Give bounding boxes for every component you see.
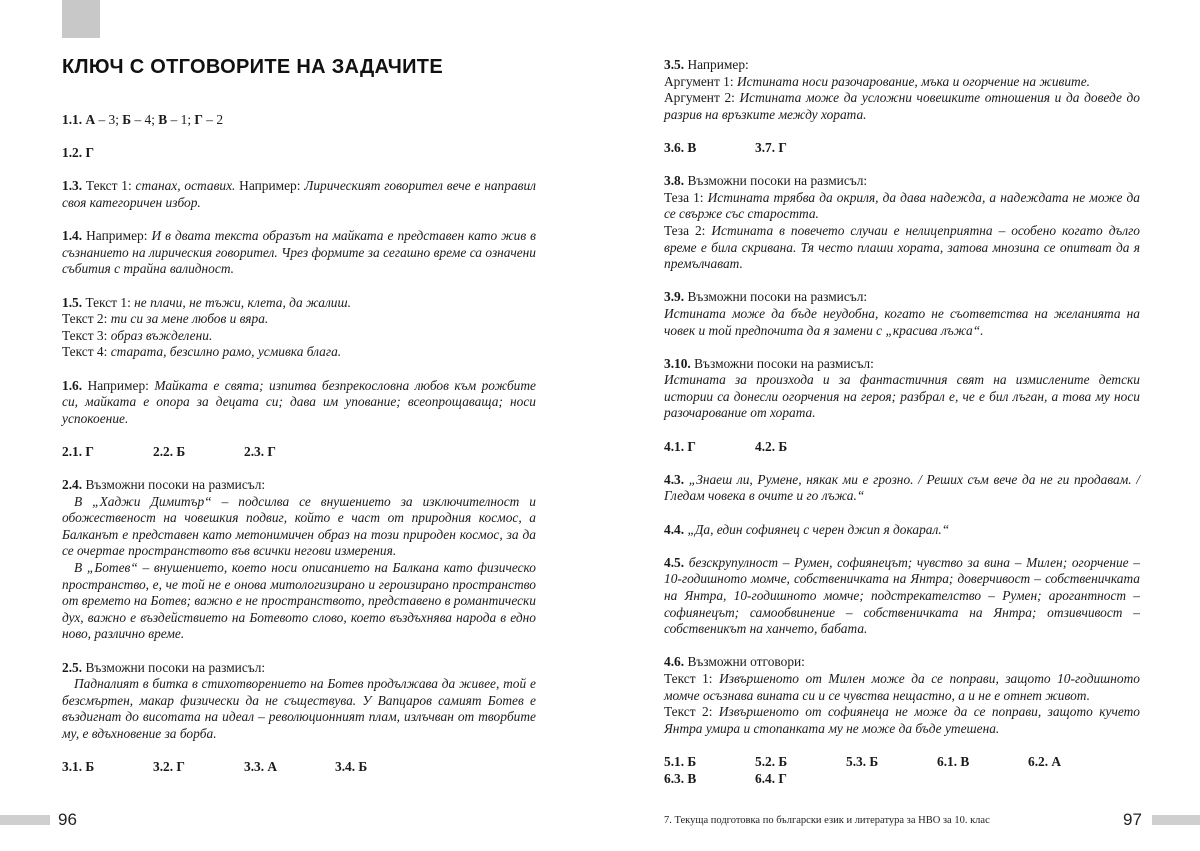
answers-row-5: 5.1. Б 5.2. Б 5.3. Б 6.1. В 6.2. А 6.3. В 6.4. Г <box>664 753 1062 786</box>
answer-4-6: 4.6. Възможни отговори: Текст 1: Извършеното от Милен може да се поправи, защото 10-годишното момче осъзнава вината си и се чувства нещастно, а и не е отнет живот. Текст 2: Извършеното от софиянеца не може да се поправи, защото кучето Янтра умира и стопанката му не може да бъде утешена. <box>664 654 1140 736</box>
footer-bar-left <box>0 815 50 825</box>
answer-3-9: 3.9. Възможни посоки на размисъл: Истината може да бъде неудобна, когато не съответства на желанията на човек и той предпочита да я замени с „красива лъжа“. <box>664 289 1140 338</box>
corner-marker <box>62 0 100 38</box>
answers-row-4: 4.1. Г 4.2. Б <box>664 438 788 454</box>
footer-bar-right <box>1152 815 1200 825</box>
answer-1-2: 1.2. Г <box>62 145 94 161</box>
answer-3-10: 3.10. Възможни посоки на размисъл: Истината за произхода и за фантастичния свят на измислените детски истории са донесли огорчения на героя; разбрал е, че е бил лъган, а това му носи разочарование от хората. <box>664 355 1140 421</box>
answer-4-3: 4.3. „Знаеш ли, Румене, някак ми е грозно. / Реших съм вече да не ги продавам. / Гледам човека в очите и го лъжа.“ <box>664 471 1140 504</box>
page-title: КЛЮЧ С ОТГОВОРИТЕ НА ЗАДАЧИТЕ <box>62 56 443 78</box>
page-number-right: 97 <box>1123 810 1142 829</box>
answer-2-5: 2.5. Възможни посоки на размисъл: Падналият в битка в стихотворението на Ботев продължава да живее, той е безсмъртен, макар физически да не съществува. У Вапцаров самият Ботев е въздигнат до висотата на идеал – революционният плам, излъчван от творбите му, е вдъхновение за борба. <box>62 659 536 741</box>
page-number-left: 96 <box>58 810 77 829</box>
right-column <box>664 57 1140 804</box>
answer-1-5: 1.5. Текст 1: не плачи, не тъжи, клета, да жалиш. Текст 2: ти си за мене любов и вяра. Текст 3: образ въжделени. Текст 4: старата, безсилно рамо, усмивка блага. <box>62 294 351 360</box>
answers-row-3: 3.1. Б 3.2. Г 3.3. А 3.4. Б <box>62 759 368 775</box>
answers-row-2: 2.1. Г 2.2. Б 2.3. Г <box>62 443 276 459</box>
footer-caption: 7. Текуща подготовка по български език и литература за НВО за 10. клас <box>664 815 990 826</box>
answer-4-5: 4.5. безскрупулност – Румен, софиянецът; чувство за вина – Милен; огорчение – 10-годишното момче, собственичката на Янтра; доверчивост – собственичката на Янтра, 10-годишното момче; подстрекателство – Румен; арогантност – софиянецът; самообвинение – собственичката на Янтра; отзивчивост – собственикът на ханчето, бабата. <box>664 554 1140 637</box>
answer-3-8: 3.8. Възможни посоки на размисъл: Теза 1: Истината трябва да окриля, да дава надежда, а надеждата не може да се свърже със старостта. Теза 2: Истината в повечето случаи е нелицеприятна – особено когато дълго време е била скривана. Тя често плаши хората, затова мнозина се опитват да я премълчават. <box>664 173 1141 272</box>
answer-1-3: 1.3. Текст 1: станах, оставих. Например: Лирическият говорител вече е направил своя категоричен избор. <box>62 178 536 210</box>
answer-1-1: 1.1. А – 3; Б – 4; В – 1; Г – 2 <box>62 112 224 127</box>
answer-3-5: 3.5. Например: Аргумент 1: Истината носи разочарование, мъка и огорчение на живите. Аргумент 2: Истината може да усложни човешките отношения и да доведе до разрив на връзките между хората. <box>664 57 1140 122</box>
answer-1-4: 1.4. Например: И в двата текста образът на майката е представен като жив в съзнанието на лирическия говорител. Чрез формите за сегашно време са означени събития с трайна валидност. <box>62 228 536 277</box>
answer-4-4: 4.4. „Да, един софиянец с черен джип я докарал.“ <box>664 521 950 537</box>
answer-1-6: 1.6. Например: Майката е свята; изпитва безпрекословна любов към рожбите си, майката е опора за децата си; дава им упование; всеопрощаваща; носи успокоение. <box>62 377 536 426</box>
answer-2-4: 2.4. Възможни посоки на размисъл: В „Хаджи Димитър“ – подсилва се внушението за изключителност и обожественост на човешкия подвиг, който е част от природния космос, а Балканът е представен като метонимичен образ на този природен космос, за да се очертае пространството във всички негови измерения. В „Ботев“ – внушението, което носи описанието на Балкана като физическо пространство, е, че той не е онова митологизирано и героизирано пространство от времето на Ботев; важно е не пространството, представено в романтически дух, важно е въздействието на Ботевото слово, което въздъхнява народа в едно ново, различно време. <box>62 477 536 642</box>
answers-row-3-6: 3.6. В 3.7. Г <box>664 139 787 155</box>
left-column <box>62 112 536 792</box>
